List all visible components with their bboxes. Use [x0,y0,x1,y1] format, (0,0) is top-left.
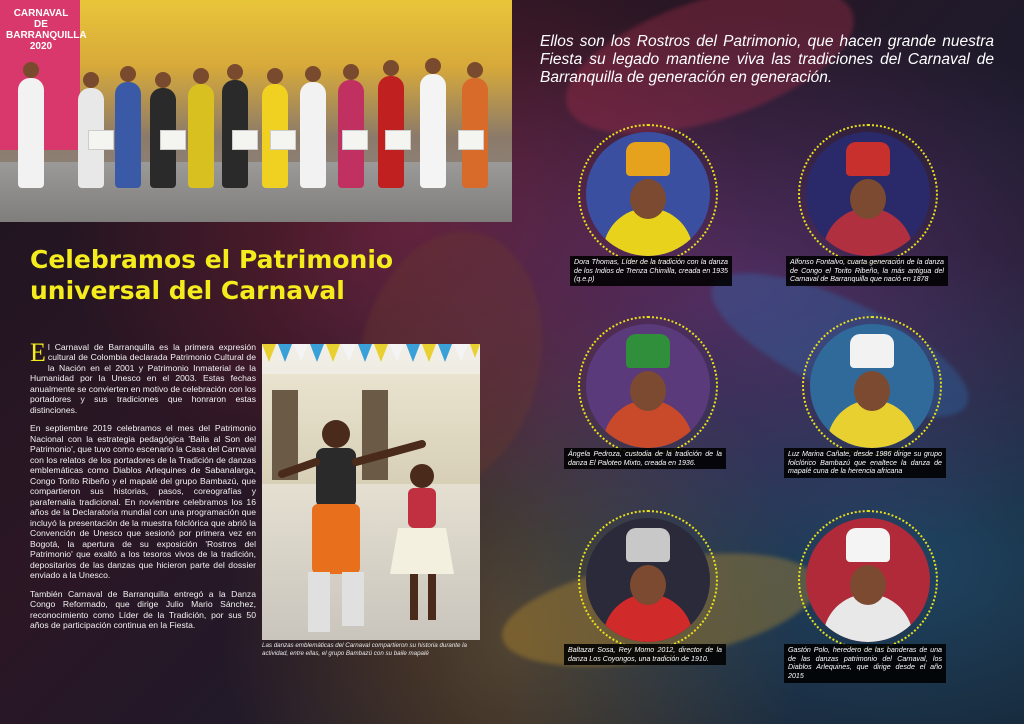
dance-photo-caption: Las danzas emblemáticas del Carnaval compartieron su historia durante la actividad, entre ellas, el grupo Bambazú con su baile mapalé [262,642,467,657]
diploma [270,130,296,150]
group-photo [0,0,512,222]
dancers-illustration [272,404,472,640]
page-title: Celebramos el Patrimonio universal del Carnaval [30,245,394,306]
portrait-caption: Baltazar Sosa, Rey Momo 2012, director de la danza Los Coyongos, una tradición de 1910. [564,644,726,665]
diploma [160,130,186,150]
portrait-dora-thomas [578,124,718,264]
portrait-photo [586,324,710,448]
diploma [458,130,484,150]
portrait-baltazar-sosa [578,510,718,650]
paragraph-3: También Carnaval de Barranquilla entregó a la Danza Congo Reformado, que dirige Julio Mario Sánchez, reconocimiento como Líder de la Tradición, por sus 50 años de participación continua en la Fiesta. [30,588,256,631]
article-body [30,338,256,639]
portrait-caption: Ángela Pedroza, custodia de la tradición de la danza El Paloteo Mixto, creada en 1936. [564,448,726,469]
portrait-angela-pedroza [578,316,718,456]
portrait-gaston-polo [798,510,938,650]
person-figure [18,78,44,188]
person-figure [115,82,141,188]
diploma [342,130,368,150]
portrait-photo [810,324,934,448]
portrait-caption: Alfonso Fontalvo, cuarta generación de la danza de Congo el Torito Ribeño, la más antigua del Carnaval de Barranquilla que nació en 1878 [786,256,948,286]
person-figure [420,74,446,188]
person-figure [300,82,326,188]
portrait-alfonso-fontalvo [798,124,938,264]
diploma [232,130,258,150]
paragraph-2: En septiembre 2019 celebramos el mes del Patrimonio Nacional con la estrategia pedagógica 'Baila al Son del Patrimonio', que tuvo como escenario la Casa del Carnaval con los relatos de los portadores de la Tradición de danzas emblemáticas como Diablos Arlequines de Sabanalarga, Congo Torito Ribeño y el mapalé del grupo Bambazú, que compartieron sus historias, pasos, coreografías y parafernalia tradicional. En noviembre celebramos los 16 años de la Declaratoria mundial con una programación que incluyó la presentación de la muestra folclórica que abrió la Convención de Unesco que sesionó por primera vez en Bogotá, la apertura de su exposición 'Rostros del Patrimonio' que exaltó a los tesoros vivos de la tradición, depositarios de las danzas que hicieron parte del dossier enviado a la Unesco. [30,423,256,581]
portrait-caption: Luz Marina Cañate, desde 1986 dirige su grupo folclórico Bambazú que enaltece la danza de mapalé cuna de la herencia africana [784,448,946,478]
drop-cap: E [30,338,46,367]
portrait-caption: Gastón Polo, heredero de las banderas de una de las danzas patrimonio del Carnaval, los Diablos Arlequines, que dirige desde el año 2015 [784,644,946,683]
portrait-photo [586,518,710,642]
portrait-photo [586,132,710,256]
dance-photo [262,344,480,640]
intro-text: Ellos son los Rostros del Patrimonio, que hacen grande nuestra Fiesta su legado mantiene viva las tradiciones del Carnaval de Barranquilla de generación en generación. [540,33,994,86]
person-figure [188,84,214,188]
bunting-flags [262,344,480,372]
banner-text: CARNAVAL DE BARRANQUILLA 2020 [6,8,87,52]
portrait-luz-marina-canate [802,316,942,456]
diploma [385,130,411,150]
diploma [88,130,114,150]
portrait-photo [806,518,930,642]
portrait-photo [806,132,930,256]
portrait-caption: Dora Thomas, Líder de la tradición con la danza de los Indios de Trenza Chimilla, creada en 1935 (q.e.p) [570,256,732,286]
paragraph-1: El Carnaval de Barranquilla es la primera expresión cultural de Colombia declarada Patrimonio Cultural de la Nación en el 2001 y Patrimonio Inmaterial de la Humanidad por la Unesco en el 2003. Estas fechas anualmente se convierten en motivo de celebración con los portadores y sus tradiciones que honraron estas distinciones. [30,338,256,415]
